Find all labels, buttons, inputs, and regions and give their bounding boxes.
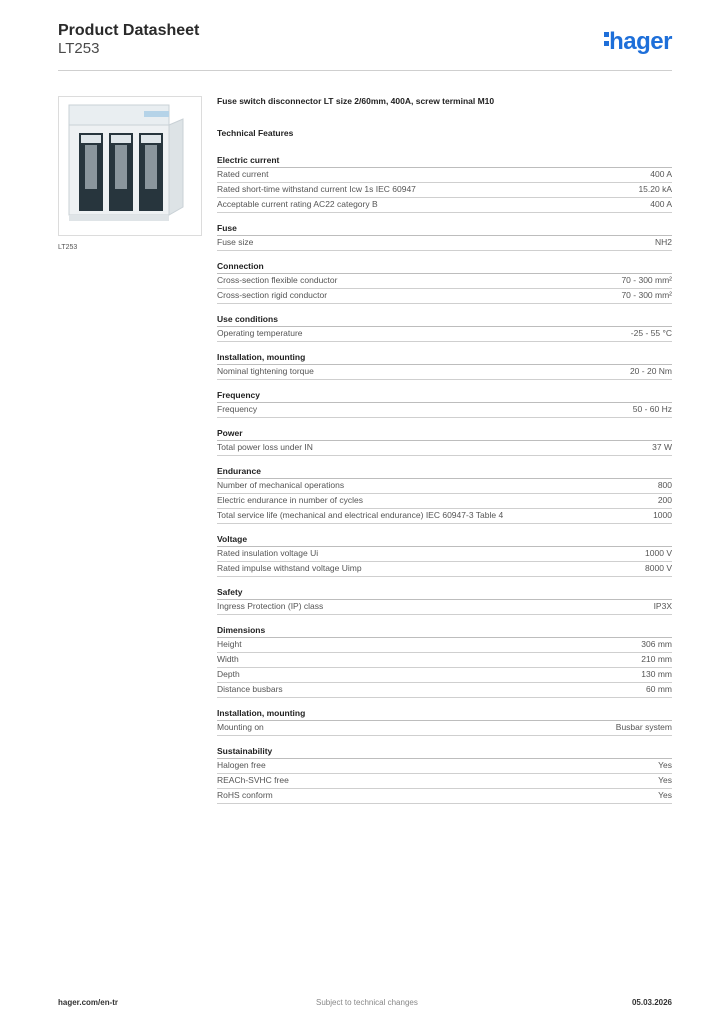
feature-section [217, 260, 672, 304]
page-title: Product Datasheet [58, 22, 200, 39]
logo-text: hager [609, 28, 672, 55]
section-title: Use conditions [217, 313, 672, 327]
feature-value: Yes [658, 790, 672, 800]
feature-section [217, 465, 672, 524]
feature-section [217, 586, 672, 615]
feature-value: 8000 V [645, 563, 672, 573]
feature-label: Rated insulation voltage Ui [217, 548, 319, 558]
technical-features-heading: Technical Features [217, 128, 294, 138]
section-title: Electric current [217, 154, 672, 168]
feature-label: Width [217, 654, 239, 664]
feature-row [217, 547, 672, 562]
feature-row [217, 236, 672, 251]
product-description: Fuse switch disconnector LT size 2/60mm, 400A, screw terminal M10 [217, 96, 495, 106]
feature-label: Rated short-time withstand current Icw 1s IEC 60947 [217, 184, 416, 194]
feature-value: 60 mm [646, 684, 672, 694]
feature-row [217, 759, 672, 774]
feature-value: 1000 [653, 510, 672, 520]
feature-label: Total power loss under IN [217, 442, 313, 452]
feature-label: Frequency [217, 404, 258, 414]
feature-section [217, 533, 672, 577]
page-header [58, 20, 672, 71]
image-caption: LT253 [58, 244, 78, 251]
feature-row [217, 274, 672, 289]
section-title: Sustainability [217, 745, 672, 759]
feature-value: IP3X [653, 601, 672, 611]
section-title: Fuse [217, 222, 672, 236]
feature-row [217, 509, 672, 524]
feature-sections [217, 154, 672, 804]
feature-value: Yes [658, 775, 672, 785]
feature-value: 210 mm [641, 654, 672, 664]
footer-website-link[interactable]: hager.com/en-tr [58, 998, 119, 1007]
feature-row [217, 683, 672, 698]
feature-section [217, 154, 672, 213]
datasheet-content [217, 96, 672, 813]
feature-label: RoHS conform [217, 790, 273, 800]
feature-row [217, 403, 672, 418]
feature-row [217, 653, 672, 668]
feature-label: Depth [217, 669, 240, 679]
feature-row [217, 668, 672, 683]
footer-date: 05.03.2026 [631, 998, 672, 1007]
feature-label: Operating temperature [217, 328, 303, 338]
feature-label: REACh-SVHC free [217, 775, 289, 785]
feature-value: 37 W [652, 442, 672, 452]
feature-row [217, 789, 672, 804]
feature-row [217, 168, 672, 183]
feature-value: NH2 [654, 237, 672, 247]
feature-section [217, 707, 672, 736]
feature-row [217, 183, 672, 198]
feature-label: Cross-section flexible conductor [217, 275, 338, 285]
feature-section [217, 745, 672, 804]
feature-row [217, 638, 672, 653]
feature-row [217, 562, 672, 577]
feature-row [217, 441, 672, 456]
product-code: LT253 [58, 40, 100, 57]
feature-row [217, 289, 672, 304]
fuse-switch-illustration [59, 97, 201, 235]
section-title: Installation, mounting [217, 351, 672, 365]
feature-section [217, 351, 672, 380]
feature-value: Yes [658, 760, 672, 770]
feature-row [217, 721, 672, 736]
feature-label: Acceptable current rating AC22 category B [217, 199, 378, 209]
feature-row [217, 327, 672, 342]
section-title: Endurance [217, 465, 672, 479]
section-title: Connection [217, 260, 672, 274]
feature-row [217, 774, 672, 789]
feature-label: Nominal tightening torque [217, 366, 314, 376]
feature-label: Halogen free [217, 760, 266, 770]
feature-row [217, 600, 672, 615]
section-title: Voltage [217, 533, 672, 547]
feature-label: Height [217, 639, 242, 649]
feature-row [217, 198, 672, 213]
feature-label: Ingress Protection (IP) class [217, 601, 324, 611]
feature-label: Cross-section rigid conductor [217, 290, 328, 300]
section-title: Installation, mounting [217, 707, 672, 721]
feature-value: Busbar system [615, 722, 672, 732]
feature-value: 15.20 kA [638, 184, 672, 194]
feature-label: Rated current [217, 169, 269, 179]
feature-section [217, 427, 672, 456]
feature-value: 70 - 300 mm² [621, 275, 672, 285]
logo-colon-icon [604, 32, 609, 50]
feature-section [217, 313, 672, 342]
feature-label: Number of mechanical operations [217, 480, 345, 490]
feature-value: 306 mm [641, 639, 672, 649]
feature-label: Rated impulse withstand voltage Uimp [217, 563, 362, 573]
feature-value: 70 - 300 mm² [621, 290, 672, 300]
section-title: Power [217, 427, 672, 441]
feature-section [217, 222, 672, 251]
feature-section [217, 389, 672, 418]
feature-row [217, 494, 672, 509]
section-title: Dimensions [217, 624, 672, 638]
hager-logo [604, 28, 672, 56]
feature-row [217, 365, 672, 380]
footer-notice: Subject to technical changes [316, 998, 418, 1007]
feature-label: Mounting on [217, 722, 264, 732]
feature-value: 1000 V [645, 548, 672, 558]
feature-row [217, 479, 672, 494]
product-image [58, 96, 202, 236]
feature-section [217, 624, 672, 698]
feature-value: 20 - 20 Nm [629, 366, 672, 376]
feature-label: Electric endurance in number of cycles [217, 495, 363, 505]
feature-value: -25 - 55 °C [630, 328, 672, 338]
feature-value: 400 A [650, 169, 672, 179]
feature-label: Total service life (mechanical and electrical endurance) IEC 60947-3 Table 4 [217, 510, 504, 520]
section-title: Safety [217, 586, 672, 600]
feature-value: 50 - 60 Hz [632, 404, 672, 414]
feature-value: 800 [657, 480, 672, 490]
feature-value: 200 [657, 495, 672, 505]
feature-label: Distance busbars [217, 684, 283, 694]
section-title: Frequency [217, 389, 672, 403]
feature-label: Fuse size [217, 237, 254, 247]
feature-value: 400 A [650, 199, 672, 209]
feature-value: 130 mm [641, 669, 672, 679]
